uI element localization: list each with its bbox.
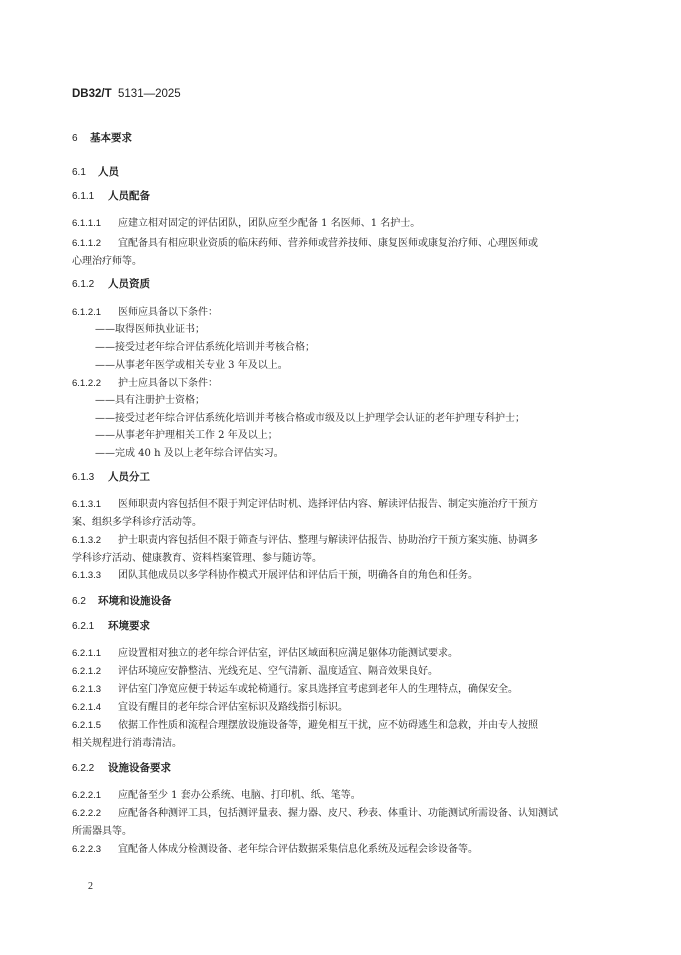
document-code-prefix: DB32/T <box>72 88 112 100</box>
page-number: 2 <box>88 881 93 892</box>
clause-text: 宜配备人体成分检测设备、老年综合评估数据采集信息化系统及远程会诊设备等。 <box>118 844 478 855</box>
clause-text: 应建立相对固定的评估团队，团队应至少配备 1 名医师、1 名护士。 <box>118 218 421 229</box>
section-title: 人员分工 <box>108 471 150 483</box>
clause-number: 6.1.2.2 <box>72 378 102 389</box>
section-6-heading <box>72 130 132 145</box>
clause-6-1-3-2 <box>72 531 538 546</box>
list-item: ——从事老年护理相关工作 2 年及以上； <box>95 430 278 441</box>
clause-6-2-1-2 <box>72 662 438 677</box>
clause-6-1-2-1 <box>72 303 218 318</box>
clause-6-2-2-3 <box>72 840 478 855</box>
clause-6-1-3-1-cont: 案、组织多学科诊疗活动等。 <box>72 517 202 528</box>
clause-number: 6.2.2.1 <box>72 790 102 801</box>
clause-number: 6.2.1.2 <box>72 666 102 677</box>
section-6-1-2-heading <box>72 276 150 291</box>
list-item: ——具有注册护士资格； <box>95 395 205 406</box>
clause-6-1-1-2-cont: 心理治疗师等。 <box>72 256 142 267</box>
clause-6-1-3-1 <box>72 495 538 510</box>
clause-text-line-1: 依据工作性质和流程合理摆放设施设备等，避免相互干扰，应不妨碍逃生和急救，并由专人按照 <box>118 720 538 731</box>
clause-number: 6.1.2.1 <box>72 307 102 318</box>
clause-text-line-1: 宜配备具有相应职业资质的临床药师、营养师或营养技师、康复医师或康复治疗师、心理医师或 <box>118 238 538 249</box>
document-code <box>72 88 181 100</box>
clause-text: 评估环境应安静整洁、光线充足、空气清新、温度适宜、隔音效果良好。 <box>118 666 438 677</box>
section-title: 基本要求 <box>90 132 132 144</box>
section-6-2-2-heading <box>72 760 171 775</box>
list-item: ——接受过老年综合评估系统化培训并考核合格或市级及以上护理学会认证的老年护理专科护士； <box>95 413 525 424</box>
clause-6-2-2-2 <box>72 804 558 819</box>
clause-number: 6.2.1.5 <box>72 720 102 731</box>
document-code-number: 5131—2025 <box>118 88 181 100</box>
list-item: ——接受过老年综合评估系统化培训并考核合格； <box>95 342 315 353</box>
clause-6-2-1-5 <box>72 716 538 731</box>
section-number: 6.2.2 <box>72 763 95 774</box>
clause-number: 6.1.3.1 <box>72 499 102 510</box>
clause-6-1-1-2 <box>72 234 538 249</box>
clause-number: 6.1.3.3 <box>72 570 102 581</box>
clause-6-1-3-2-cont: 学科诊疗活动、健康教育、资料档案管理、参与随访等。 <box>72 553 322 564</box>
section-number: 6.1.1 <box>72 191 95 202</box>
list-item: ——完成 40 h 及以上老年综合评估实习。 <box>95 448 284 459</box>
section-6-1-heading <box>72 164 119 179</box>
clause-6-1-3-3 <box>72 566 478 581</box>
clause-number: 6.2.1.4 <box>72 702 102 713</box>
clause-text: 宜设有醒目的老年综合评估室标识及路线指引标识。 <box>118 702 348 713</box>
section-number: 6.2.1 <box>72 621 95 632</box>
clause-number: 6.1.1.2 <box>72 238 102 249</box>
clause-number: 6.2.1.3 <box>72 684 102 695</box>
section-title: 人员 <box>98 166 119 178</box>
clause-number: 6.1.3.2 <box>72 535 102 546</box>
clause-text: 评估室门净宽应便于转运车或轮椅通行。家具选择宜考虑到老年人的生理特点，确保安全。 <box>118 684 518 695</box>
clause-text-line-1: 应配备各种测评工具，包括测评量表、握力器、皮尺、秒表、体重计、功能测试所需设备、认知测试 <box>118 808 558 819</box>
clause-text-line-1: 医师职责内容包括但不限于判定评估时机、选择评估内容、解读评估报告、制定实施治疗干预方 <box>118 499 538 510</box>
clause-6-1-1-1 <box>72 214 420 229</box>
section-title: 设施设备要求 <box>108 762 171 774</box>
clause-6-1-2-2 <box>72 374 218 389</box>
section-number: 6.1.3 <box>72 472 95 483</box>
section-6-2-heading <box>72 593 172 608</box>
clause-number: 6.2.2.3 <box>72 844 102 855</box>
clause-text: 应配备至少 1 套办公系统、电脑、打印机、纸、笔等。 <box>118 790 361 801</box>
clause-text: 医师应具备以下条件： <box>118 307 218 318</box>
clause-text-line-1: 护士职责内容包括但不限于筛查与评估、整理与解读评估报告、协助治疗干预方案实施、协调多 <box>118 535 538 546</box>
clause-6-2-2-1 <box>72 786 361 801</box>
section-number: 6.1 <box>72 167 86 178</box>
section-6-1-1-heading <box>72 188 150 203</box>
clause-6-2-1-4 <box>72 698 348 713</box>
list-item: ——取得医师执业证书； <box>95 324 205 335</box>
clause-6-2-1-1 <box>72 644 458 659</box>
section-title: 人员资质 <box>108 278 150 290</box>
clause-6-2-1-3 <box>72 680 518 695</box>
section-title: 环境要求 <box>108 620 150 632</box>
section-number: 6.2 <box>72 596 86 607</box>
section-6-2-1-heading <box>72 618 150 633</box>
clause-6-2-2-2-cont: 所需器具等。 <box>72 826 132 837</box>
clause-number: 6.1.1.1 <box>72 218 102 229</box>
clause-number: 6.2.1.1 <box>72 648 102 659</box>
section-6-1-3-heading <box>72 469 150 484</box>
clause-number: 6.2.2.2 <box>72 808 102 819</box>
section-number: 6 <box>72 133 78 144</box>
list-item: ——从事老年医学或相关专业 3 年及以上。 <box>95 360 288 371</box>
section-title: 环境和设施设备 <box>98 595 172 607</box>
section-number: 6.1.2 <box>72 279 95 290</box>
section-title: 人员配备 <box>108 190 150 202</box>
clause-6-2-1-5-cont: 相关规程进行消毒清洁。 <box>72 738 182 749</box>
clause-text: 团队其他成员以多学科协作模式开展评估和评估后干预，明确各自的角色和任务。 <box>118 570 478 581</box>
clause-text: 护士应具备以下条件： <box>118 378 218 389</box>
clause-text: 应设置相对独立的老年综合评估室，评估区域面积应满足躯体功能测试要求。 <box>118 648 458 659</box>
